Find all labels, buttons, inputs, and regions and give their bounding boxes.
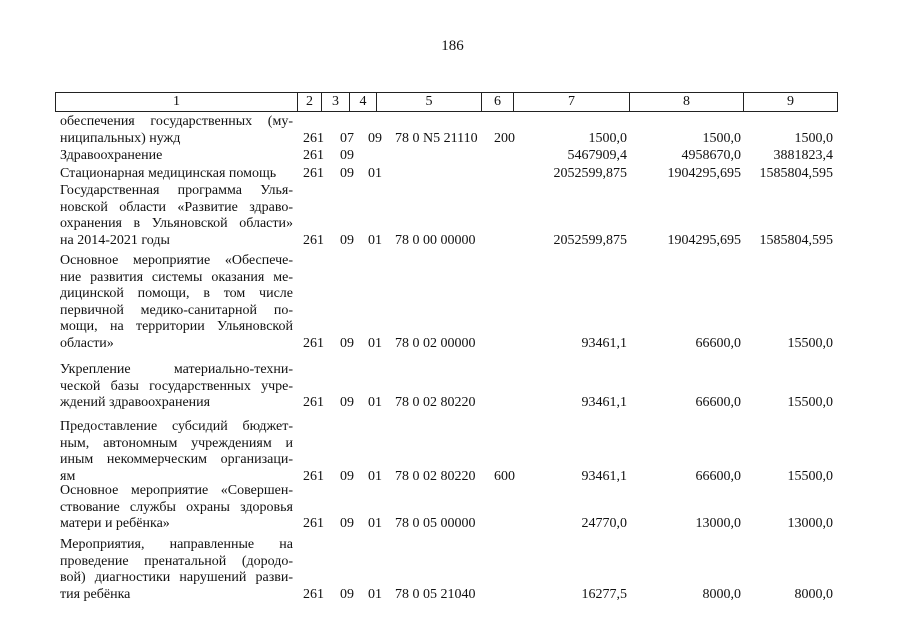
row-cell-c8: 4958670,0 [681,148,741,163]
row-name-line: охранения в Ульяновской области» [60,216,293,232]
row-cell-c7: 93461,1 [581,468,627,484]
row-cell-c8: 66600,0 [695,336,741,351]
row-cell-c3: 09 [340,232,354,248]
row-cell-c7: 5467909,4 [567,148,627,163]
row-cell-c4: 01 [368,166,382,181]
row-name-line: обеспечения государственных (му- [60,114,293,129]
row-cell-c5: 78 0 02 00000 [395,336,476,351]
row-name-line: вой) диагностики нарушений разви- [60,570,293,586]
row-cell-c3: 07 [340,130,354,146]
row-name-line: матери и ребёнка» [60,516,170,532]
row-cell-c7: 93461,1 [581,395,627,411]
row-name-line: ниципальных) нужд [60,130,181,146]
row-cell-c3: 09 [340,468,354,484]
row-name-line: проведение пренатальной (дородо- [60,553,293,569]
row-cell-c9: 1585804,595 [759,166,833,181]
row-name-line: новской области «Развитие здраво- [60,199,293,215]
header-col-6: 6 [482,93,514,112]
row-cell-c5: 78 0 05 00000 [395,516,476,532]
row-cell-c2: 261 [303,336,324,351]
row-name-line: первичной медико-санитарной по- [60,302,293,318]
row-cell-c4: 01 [368,516,382,532]
row-name [60,483,293,533]
header-col-3: 3 [322,93,350,112]
row-cell-c8: 66600,0 [695,395,741,411]
row-cell-c9: 3881823,4 [773,148,833,163]
row-name-line: области» [60,335,114,351]
row-cell-c5: 78 0 02 80220 [395,395,476,411]
row-cell-c4: 01 [368,468,382,484]
row-cell-c2: 261 [303,166,324,181]
row-name [60,148,293,165]
row-cell-c5: 78 0 02 80220 [395,468,476,484]
row-cell-c4: 09 [368,130,382,146]
row-cell-c2: 261 [303,130,324,146]
row-cell-c8: 13000,0 [695,516,741,532]
row-cell-c8: 1904295,695 [667,232,741,248]
row-name-line: Мероприятия, направленные на [60,537,293,552]
header-col-8: 8 [630,93,744,112]
row-name-line: ждений здравоохранения [60,395,211,411]
row-name-line: Укрепление материально-техни- [60,362,293,377]
row-cell-c9: 13000,0 [787,516,833,532]
row-cell-c7: 93461,1 [581,336,627,351]
row-cell-c2: 261 [303,468,324,484]
row-cell-c9: 1585804,595 [759,232,833,248]
row-cell-c9: 15500,0 [787,395,833,411]
row-name-line: ние развития системы оказания ме- [60,269,293,285]
row-cell-c9: 8000,0 [794,586,833,602]
row-name-line: тия ребёнка [60,586,131,602]
row-cell-c8: 1500,0 [702,130,741,146]
header-col-2: 2 [298,93,322,112]
row-cell-c7: 2052599,875 [553,232,627,248]
row-cell-c8: 66600,0 [695,468,741,484]
row-name-line: ным, автономным учреждениям и [60,435,293,451]
header-col-4: 4 [350,93,377,112]
row-name-line: Стационарная медицинская помощь [60,166,277,181]
row-name [60,114,293,147]
row-cell-c2: 261 [303,148,324,163]
row-name-line: дицинской помощи, в том числе [60,286,293,302]
row-name-line: ческой базы государственных учре- [60,378,293,394]
row-cell-c3: 09 [340,148,354,163]
header-col-1: 1 [56,93,298,112]
row-cell-c3: 09 [340,395,354,411]
row-name-line: Предоставление субсидий бюджет- [60,419,293,434]
row-name-line: иным некоммерческим организаци- [60,452,293,468]
row-cell-c5: 78 0 05 21040 [395,586,476,602]
row-name-line: Государственная программа Улья- [60,183,293,198]
row-cell-c6: 200 [494,130,515,146]
row-cell-c8: 8000,0 [702,586,741,602]
row-cell-c9: 1500,0 [794,130,833,146]
row-cell-c5: 78 0 00 00000 [395,232,476,248]
row-cell-c9: 15500,0 [787,468,833,484]
row-name-line: на 2014-2021 годы [60,232,170,248]
row-cell-c3: 09 [340,166,354,181]
header-col-5: 5 [377,93,482,112]
row-cell-c4: 01 [368,586,382,602]
row-cell-c3: 09 [340,336,354,351]
row-name-line: Основное мероприятие «Совершен- [60,483,293,498]
row-cell-c4: 01 [368,395,382,411]
page-number: 186 [441,38,464,54]
row-name-line: Основное мероприятие «Обеспече- [60,253,293,268]
row-cell-c2: 261 [303,232,324,248]
row-cell-c2: 261 [303,586,324,602]
row-name-line: мощи, на территории Ульяновской [60,319,293,335]
row-cell-c9: 15500,0 [787,336,833,351]
row-cell-c6: 600 [494,468,515,484]
row-name [60,183,293,249]
row-name [60,166,293,183]
row-cell-c7: 16277,5 [581,586,627,602]
row-name-line: ствование службы охраны здоровья [60,499,293,515]
table-header [55,92,838,112]
row-cell-c7: 1500,0 [588,130,627,146]
row-cell-c7: 2052599,875 [553,166,627,181]
row-cell-c4: 01 [368,336,382,351]
row-name [60,419,293,485]
row-name [60,362,293,412]
header-col-7: 7 [514,93,630,112]
row-cell-c3: 09 [340,516,354,532]
row-cell-c7: 24770,0 [581,516,627,532]
row-cell-c4: 01 [368,232,382,248]
row-cell-c3: 09 [340,586,354,602]
row-name [60,537,293,603]
row-name-line: Здравоохранение [60,148,163,163]
row-cell-c5: 78 0 N5 21110 [395,130,478,146]
row-cell-c2: 261 [303,395,324,411]
row-name [60,253,293,353]
row-name-line: ям [60,468,76,484]
row-cell-c2: 261 [303,516,324,532]
row-cell-c8: 1904295,695 [667,166,741,181]
header-col-9: 9 [744,93,838,112]
